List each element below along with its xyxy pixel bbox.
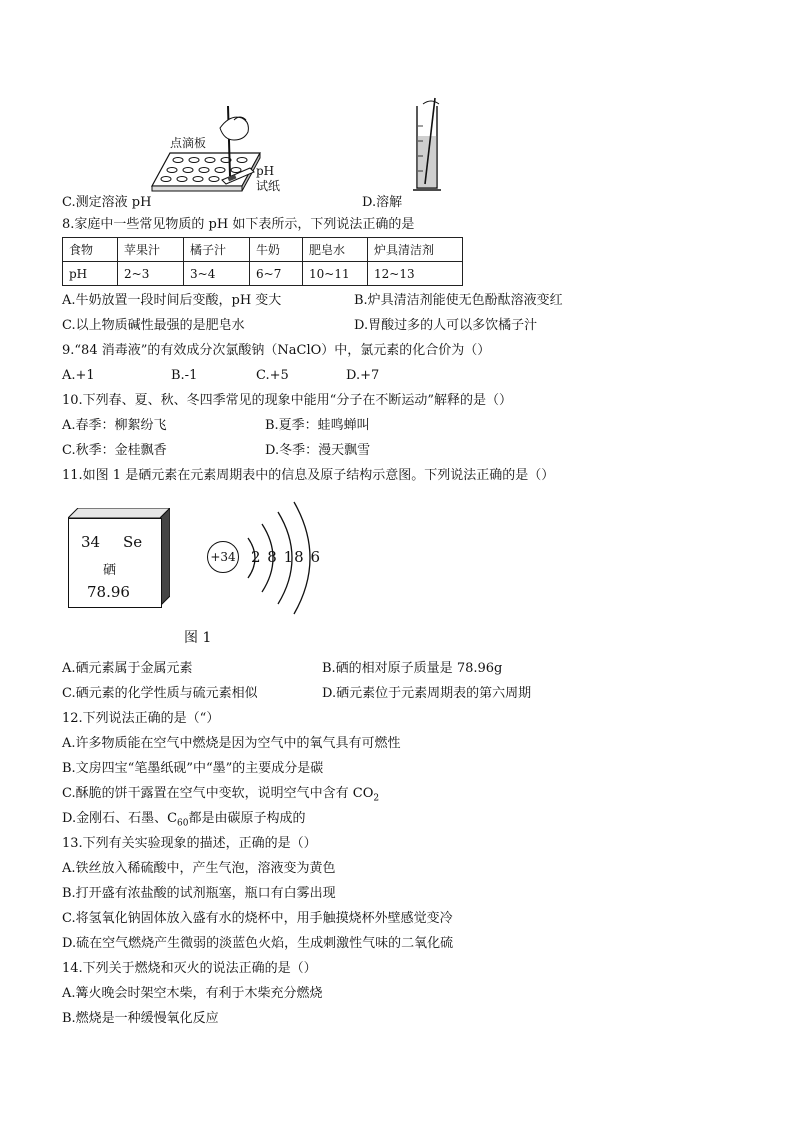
table-cell: 6~7: [250, 262, 303, 286]
q8-option-a: A.牛奶放置一段时间后变酸，pH 变大: [62, 293, 282, 308]
q9-stem: 9.“84 消毒液”的有效成分次氯酸钠（NaClO）中，氯元素的化合价为（）: [62, 343, 491, 358]
element-card-top-face: [68, 508, 170, 518]
q13-stem: 13.下列有关实验现象的描述，正确的是（）: [62, 836, 317, 851]
element-card: [68, 518, 162, 608]
table-cell: pH: [63, 262, 118, 286]
q10-option-a: A.春季：柳絮纷飞: [62, 418, 167, 433]
table-cell: 10~11: [303, 262, 368, 286]
q8-option-b: B.炉具清洁剂能使无色酚酞溶液变红: [354, 293, 563, 308]
q13-option-d: D.硫在空气燃烧产生微弱的淡蓝色火焰，生成刺激性气味的二氧化硫: [62, 936, 454, 951]
table-cell: 橘子汁: [184, 238, 250, 262]
electron-shell-counts: 2 8 18 6: [251, 548, 322, 566]
ph-table: [62, 237, 463, 286]
nucleus-charge: +34: [210, 550, 236, 564]
q8-option-d: D.胃酸过多的人可以多饮橘子汁: [354, 318, 538, 333]
table-cell: 3~4: [184, 262, 250, 286]
q8-stem: 8.家庭中一些常见物质的 pH 如下表所示，下列说法正确的是: [62, 217, 415, 232]
q12-option-c: [62, 786, 379, 807]
subscript: 60: [177, 818, 189, 829]
q10-stem: 10.下列春、夏、秋、冬四季常见的现象中能用“分子在不断运动”解释的是（）: [62, 393, 512, 408]
q11-option-a: A.硒元素属于金属元素: [62, 661, 193, 676]
table-cell: 12~13: [368, 262, 463, 286]
table-cell: 苹果汁: [118, 238, 184, 262]
q12-stem: 12.下列说法正确的是（“）: [62, 711, 220, 726]
atomic-mass: 78.96: [87, 583, 130, 601]
q9-option-d: D.+7: [346, 368, 380, 383]
figure-caption: 图 1: [184, 630, 212, 646]
q12-option-a: A.许多物质能在空气中燃烧是因为空气中的氧气具有可燃性: [62, 736, 401, 751]
q11-option-b: B.硒的相对原子质量是 78.96g: [322, 661, 503, 676]
q10-option-b: B.夏季：蛙鸣蝉叫: [265, 418, 370, 433]
q9-option-c: C.+5: [256, 368, 289, 383]
q12-option-d: [62, 811, 306, 832]
q7-option-d: D.溶解: [362, 195, 403, 210]
dissolving-figure: [405, 96, 445, 196]
element-name: 硒: [103, 563, 117, 578]
q11-stem: 11.如图 1 是硒元素在元素周期表中的信息及原子结构示意图。下列说法正确的是（）: [62, 468, 555, 483]
q14-option-a: A.篝火晚会时架空木柴，有利于木柴充分燃烧: [62, 986, 323, 1001]
q7-option-c: C.测定溶液 pH: [62, 195, 152, 210]
table-cell: 2~3: [118, 262, 184, 286]
table-cell: 牛奶: [250, 238, 303, 262]
q12-option-b: B.文房四宝“笔墨纸砚”中“墨”的主要成分是碳: [62, 761, 324, 776]
ph-label: pH: [256, 164, 275, 178]
table-cell: 肥皂水: [303, 238, 368, 262]
table-row: [63, 262, 463, 286]
q13-option-c: C.将氢氧化钠固体放入盛有水的烧杯中，用手触摸烧杯外壁感觉变冷: [62, 911, 453, 926]
table-cell: 食物: [63, 238, 118, 262]
q13-option-a: A.铁丝放入稀硫酸中，产生气泡，溶液变为黄色: [62, 861, 336, 876]
spot-plate-label: 点滴板: [170, 136, 207, 150]
q11-option-d: D.硒元素位于元素周期表的第六周期: [322, 686, 532, 701]
subscript: 2: [373, 793, 380, 804]
test-paper-label: 试纸: [256, 179, 281, 193]
q14-option-b: B.燃烧是一种缓慢氧化反应: [62, 1011, 219, 1026]
q14-stem: 14.下列关于燃烧和灭火的说法正确的是（）: [62, 961, 317, 976]
q12-option-c-text: C.酥脆的饼干露置在空气中变软，说明空气中含有 CO: [62, 786, 374, 801]
table-cell: 炉具清洁剂: [368, 238, 463, 262]
q11-option-c: C.硒元素的化学性质与硫元素相似: [62, 686, 258, 701]
table-row: [63, 238, 463, 262]
q12-option-d-post: 都是由碳原子构成的: [188, 811, 306, 826]
q9-option-b: B.-1: [171, 368, 198, 383]
atom-nucleus: [207, 541, 239, 573]
q12-option-d-pre: D.金刚石、石墨、C: [62, 811, 178, 826]
element-symbol: Se: [123, 533, 143, 551]
atomic-number: 34: [81, 533, 101, 551]
q10-option-d: D.冬季：漫天飘雪: [265, 443, 371, 458]
q10-option-c: C.秋季：金桂飘香: [62, 443, 167, 458]
q8-option-c: C.以上物质碱性最强的是肥皂水: [62, 318, 245, 333]
q9-option-a: A.+1: [62, 368, 95, 383]
q13-option-b: B.打开盛有浓盐酸的试剂瓶塞，瓶口有白雾出现: [62, 886, 336, 901]
